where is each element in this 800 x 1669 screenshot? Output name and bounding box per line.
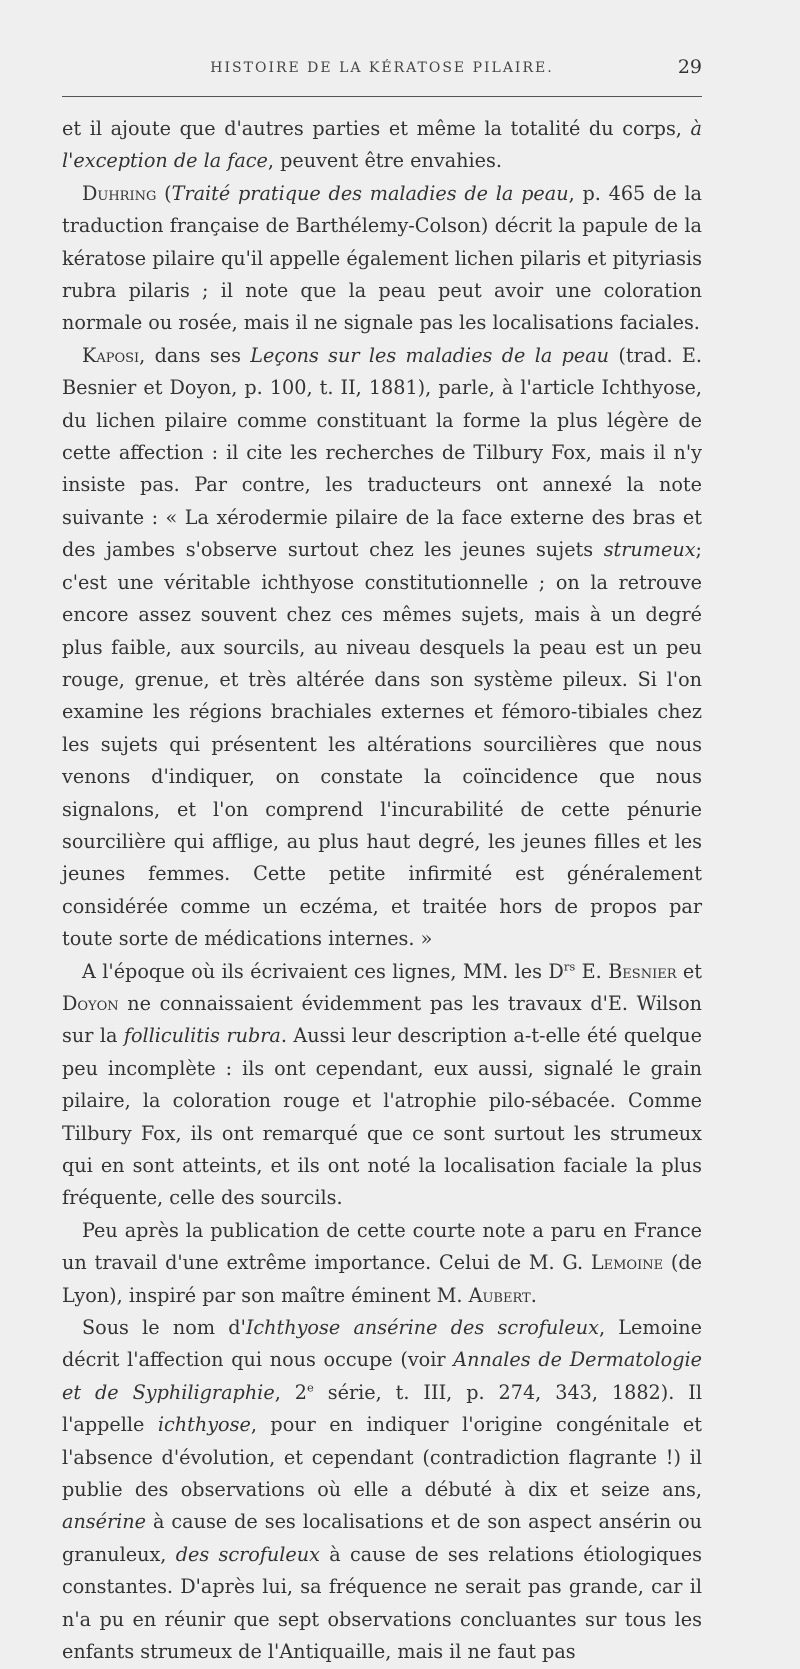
author-name: Aubert <box>468 1283 531 1307</box>
author-name: Doyon <box>62 991 119 1015</box>
page-number: 29 <box>677 56 702 78</box>
paragraph-1: et il ajoute que d'autres parties et même la totalité du corps, à l'exception de la face, peuvent être envahies. <box>62 117 702 173</box>
paragraph-5: Peu après la publication de cette courte note a paru en France un travail d'une extrême importance. Celui de M. G. Lemoine (de Lyon), inspiré par son maître éminent M. Aubert. <box>62 1218 702 1307</box>
author-name: Duhring <box>82 181 157 205</box>
paragraph-2: Duhring (Traité pratique des maladies de la peau, p. 465 de la traduction française de Barthélemy-Colson) décrit la papule de la kératose pilaire qu'il appelle également lichen pilaris et pityriasis rubra pilaris ; il note que la peau peut avoir une coloration normale ou rosée, mais il ne signale pas les localisations faciales. <box>62 181 702 335</box>
body-text <box>62 113 702 1669</box>
paragraph-6: Sous le nom d'Ichthyose ansérine des scrofuleux, Lemoine décrit l'affection qui nous occupe (voir Annales de Dermatologie et de Syphiligraphie, 2e série, t. III, p. 274, 343, 1882). Il l'appelle ichthyose, pour en indiquer l'origine congénitale et l'absence d'évolution, et cependant (contradiction flagrante !) il publie des observations où elle a débuté à dix et seize ans, ansérine à cause de ses localisations et de son aspect ansérin ou granuleux, des scrofuleux à cause de ses relations étiologiques constantes. D'après lui, sa fréquence ne serait pas grande, car il n'a pu en réunir que sept observations concluantes sur tous les enfants strumeux de l'Antiquaille, mais il ne faut pas <box>62 1316 702 1664</box>
paragraph-4: A l'époque où ils écrivaient ces lignes, MM. les $D^{rs}$ E. Besnier et Doyon ne connaissaient évidemment pas les travaux d'E. Wilson sur la folliculitis rubra. Aussi leur description a-t-elle été quelque peu incomplète : ils ont cependant, eux aussi, signalé le grain pilaire, la coloration rouge et l'atrophie pilo-sébacée. Comme Tilbury Fox, ils ont remarqué que ce sont surtout les strumeux qui en sont atteints, et ils ont noté la localisation faciale la plus fréquente, celle des sourcils. <box>62 959 702 1210</box>
author-name: Lemoine <box>590 1251 664 1275</box>
paragraph-3: Kaposi, dans ses Leçons sur les maladies de la peau (trad. E. Besnier et Doyon, p. 100, t. II, 1881), parle, à l'article Ichthyose, du lichen pilaire comme constituant la forme la plus légère de cette affection : il cite les recherches de Tilbury Fox, mais il n'y insiste pas. Par contre, les traducteurs ont annexé la note suivante : « La xérodermie pilaire de la face externe des bras et des jambes s'observe surtout chez les jeunes sujets strumeux; c'est une véritable ichthyose constitutionnelle ; on la retrouve encore assez souvent chez ces mêmes sujets, mais à un degré plus faible, aux sourcils, au niveau desquels la peau est un peu rouge, grenue, et très altérée dans son système pileux. Si l'on examine les régions brachiales externes et fémoro-tibiales chez les sujets qui présentent les altérations sourcilières que nous venons d'indiquer, on constate la coïncidence que nous signalons, et l'on comprend l'incurabilité de cette pénurie sourcilière qui afflige, au plus haut degré, les jeunes filles et les jeunes femmes. Cette petite infirmité est généralement considérée comme un eczéma, et traitée hors de propos par toute sorte de médications internes. » <box>62 343 703 951</box>
author-name: Kaposi <box>82 343 140 367</box>
book-title: Leçons sur les maladies de la peau <box>250 343 610 367</box>
journal-title: Annales de Dermatologie et de Syphiligraphie <box>62 1348 702 1404</box>
book-title: Traité pratique des maladies de la peau <box>171 181 569 205</box>
running-title: HISTOIRE DE LA KÉRATOSE PILAIRE. <box>210 60 554 76</box>
author-name: Besnier <box>608 959 677 983</box>
header-rule <box>62 96 702 97</box>
page-header <box>62 56 702 86</box>
